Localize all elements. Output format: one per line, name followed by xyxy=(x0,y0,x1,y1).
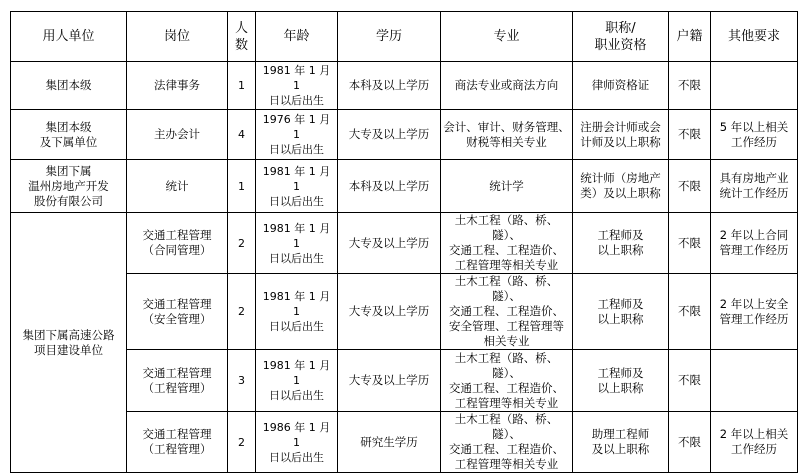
cell-count: 1 xyxy=(228,160,256,213)
cell-count: 2 xyxy=(228,213,256,274)
header-hukou: 户籍 xyxy=(669,12,711,62)
table-row xyxy=(11,412,798,473)
table-row xyxy=(11,160,798,213)
cell-education: 本科及以上学历 xyxy=(338,160,441,213)
cell-other: 2 年以上合同 管理工作经历 xyxy=(711,213,798,274)
cell-position: 交通工程管理 （工程管理） xyxy=(127,350,228,412)
cell-major: 商法专业或商法方向 xyxy=(441,62,573,110)
cell-position: 统计 xyxy=(127,160,228,213)
cell-age: 1981 年 1 月 1 日以后出生 xyxy=(256,160,338,213)
cell-title: 工程师及 以上职称 xyxy=(573,213,669,274)
cell-hukou: 不限 xyxy=(669,160,711,213)
cell-major: 统计学 xyxy=(441,160,573,213)
cell-title: 注册会计师或会 计师及以上职称 xyxy=(573,110,669,160)
table-row xyxy=(11,350,798,412)
cell-other: 具有房地产业 统计工作经历 xyxy=(711,160,798,213)
header-education: 学历 xyxy=(338,12,441,62)
cell-education: 研究生学历 xyxy=(338,412,441,473)
cell-other xyxy=(711,62,798,110)
cell-hukou: 不限 xyxy=(669,412,711,473)
cell-unit: 集团下属 温州房地产开发 股份有限公司 xyxy=(11,160,127,213)
cell-education: 大专及以上学历 xyxy=(338,213,441,274)
cell-major: 土木工程（路、桥、隧）、 交通工程、工程造价、 工程管理等相关专业 xyxy=(441,412,573,473)
cell-education: 本科及以上学历 xyxy=(338,62,441,110)
cell-education: 大专及以上学历 xyxy=(338,274,441,350)
cell-count: 2 xyxy=(228,274,256,350)
table-row xyxy=(11,213,798,274)
cell-age: 1981 年 1 月 1 日以后出生 xyxy=(256,62,338,110)
recruitment-table xyxy=(10,11,798,473)
cell-hukou: 不限 xyxy=(669,62,711,110)
table-row xyxy=(11,110,798,160)
cell-title: 助理工程师 及以上职称 xyxy=(573,412,669,473)
cell-hukou: 不限 xyxy=(669,110,711,160)
cell-other: 5 年以上相关 工作经历 xyxy=(711,110,798,160)
cell-count: 1 xyxy=(228,62,256,110)
cell-title: 工程师及 以上职称 xyxy=(573,274,669,350)
cell-age: 1981 年 1 月 1 日以后出生 xyxy=(256,213,338,274)
cell-hukou: 不限 xyxy=(669,213,711,274)
cell-age: 1981 年 1 月 1 日以后出生 xyxy=(256,350,338,412)
cell-education: 大专及以上学历 xyxy=(338,350,441,412)
cell-position: 交通工程管理 （工程管理） xyxy=(127,412,228,473)
cell-title: 工程师及 以上职称 xyxy=(573,350,669,412)
cell-count: 2 xyxy=(228,412,256,473)
cell-position: 交通工程管理 （安全管理） xyxy=(127,274,228,350)
cell-age: 1986 年 1 月 1 日以后出生 xyxy=(256,412,338,473)
cell-count: 3 xyxy=(228,350,256,412)
cell-position: 交通工程管理 （合同管理） xyxy=(127,213,228,274)
cell-position: 法律事务 xyxy=(127,62,228,110)
cell-unit: 集团本级 xyxy=(11,62,127,110)
table-row xyxy=(11,274,798,350)
cell-title: 统计师（房地产 类）及以上职称 xyxy=(573,160,669,213)
header-other: 其他要求 xyxy=(711,12,798,62)
cell-unit: 集团本级 及下属单位 xyxy=(11,110,127,160)
cell-hukou: 不限 xyxy=(669,350,711,412)
header-age: 年龄 xyxy=(256,12,338,62)
header-title: 职称/ 职业资格 xyxy=(573,12,669,62)
cell-position: 主办会计 xyxy=(127,110,228,160)
cell-major: 土木工程（路、桥、隧）、 交通工程、工程造价、 工程管理等相关专业 xyxy=(441,350,573,412)
cell-count: 4 xyxy=(228,110,256,160)
cell-other: 2 年以上安全 管理工作经历 xyxy=(711,274,798,350)
header-major: 专业 xyxy=(441,12,573,62)
cell-major: 土木工程（路、桥、隧）、 交通工程、工程造价、 工程管理等相关专业 xyxy=(441,213,573,274)
cell-title: 律师资格证 xyxy=(573,62,669,110)
cell-age: 1981 年 1 月 1 日以后出生 xyxy=(256,274,338,350)
cell-other xyxy=(711,350,798,412)
cell-age: 1976 年 1 月 1 日以后出生 xyxy=(256,110,338,160)
header-position: 岗位 xyxy=(127,12,228,62)
cell-hukou: 不限 xyxy=(669,274,711,350)
header-count: 人 数 xyxy=(228,12,256,62)
header-unit: 用人单位 xyxy=(11,12,127,62)
header-row xyxy=(11,12,798,62)
table-row xyxy=(11,62,798,110)
cell-unit: 集团下属高速公路 项目建设单位 xyxy=(11,213,127,473)
cell-other: 2 年以上相关 工作经历 xyxy=(711,412,798,473)
cell-major: 会计、审计、财务管理、 财税等相关专业 xyxy=(441,110,573,160)
cell-education: 大专及以上学历 xyxy=(338,110,441,160)
cell-major: 土木工程（路、桥、隧）、 交通工程、工程造价、 安全管理、工程管理等 相关专业 xyxy=(441,274,573,350)
